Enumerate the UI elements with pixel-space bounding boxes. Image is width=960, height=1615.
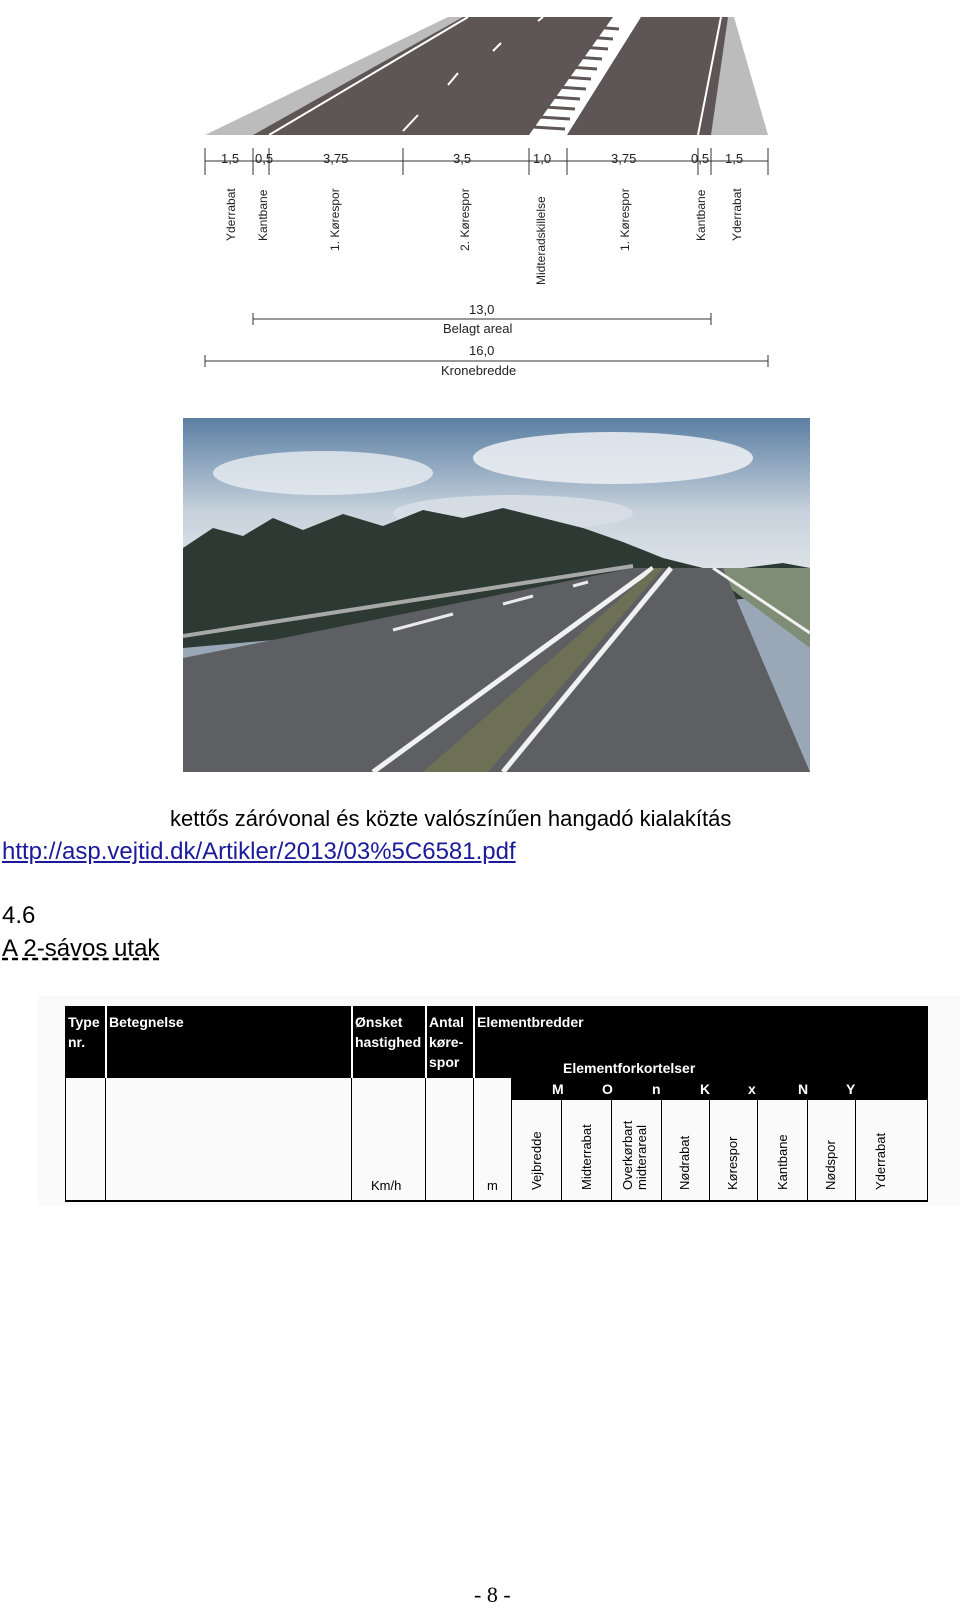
dim-3: 3,75 <box>323 151 349 166</box>
lane-label-1: Yderrabat <box>224 188 238 241</box>
element-width-table-header <box>38 996 960 1206</box>
crown-value: 16,0 <box>469 343 495 358</box>
figure-caption: kettős záróvonal és közte valószínűen hangadó kialakítás <box>170 806 732 831</box>
road-cross-section-figure <box>193 3 783 381</box>
header-betegnelse: Betegnelse <box>109 1014 184 1030</box>
element-yderrabat: Yderrabat <box>873 1132 888 1190</box>
lane-label-2: Kantbane <box>256 189 270 241</box>
dim-4: 3,5 <box>453 151 472 166</box>
element-overkorbart: Overkørbart midterareal <box>620 1120 649 1190</box>
dim-5: 1,0 <box>533 151 552 166</box>
header-type: Type nr. <box>68 1014 100 1050</box>
abbr-x: x <box>748 1081 756 1097</box>
dim-1: 1,5 <box>221 151 240 166</box>
header-antal: Antal køre-spor <box>429 1014 464 1070</box>
lane-label-8: Yderrabat <box>730 188 744 241</box>
abbreviation-band <box>511 1078 928 1100</box>
lane-label-4: 2. Kørespor <box>458 188 472 251</box>
element-midterrabat: Midterrabat <box>579 1124 594 1190</box>
lane-label-5: Midteradskillelse <box>534 196 548 285</box>
lane-label-6: 1. Kørespor <box>618 188 632 251</box>
abbr-y: Y <box>846 1081 856 1097</box>
header-elementforkortelser: Elementforkortelser <box>563 1060 696 1076</box>
lane-label-7: Kantbane <box>694 189 708 241</box>
lane-label-3: 1. Kørespor <box>328 188 342 251</box>
dim-6: 3,75 <box>611 151 637 166</box>
element-nodspor: Nødspor <box>823 1140 838 1190</box>
table-header-row <box>65 1006 928 1078</box>
header-elementbredder: Elementbredder <box>477 1014 584 1030</box>
element-nodrabat: Nødrabat <box>677 1135 692 1190</box>
element-korespor: Kørespor <box>725 1136 740 1190</box>
crown-label: Kronebredde <box>441 363 517 378</box>
abbr-o: O <box>602 1081 613 1097</box>
abbr-n-small: n <box>652 1081 661 1097</box>
dim-2: 0,5 <box>255 151 274 166</box>
page-number: - 8 - <box>474 1582 511 1607</box>
paved-label: Belagt areal <box>443 321 513 336</box>
dim-8: 1,5 <box>725 151 744 166</box>
source-link[interactable]: http://asp.vejtid.dk/Artikler/2013/03%5C6581.pdf <box>2 838 516 865</box>
abbr-m: M <box>552 1081 564 1097</box>
header-hastighed: Ønsket hastighed <box>355 1014 422 1050</box>
section-title: A 2-sávos utak <box>2 935 160 962</box>
unit-kmh: Km/h <box>371 1178 402 1193</box>
road-photo <box>183 418 810 772</box>
element-kantbane: Kantbane <box>775 1134 790 1190</box>
section-number: 4.6 <box>2 902 36 929</box>
element-vejbredde: Vejbredde <box>529 1131 544 1190</box>
abbr-k: K <box>700 1081 711 1097</box>
paved-value: 13,0 <box>469 302 495 317</box>
dim-7: 0,5 <box>691 151 710 166</box>
abbr-n: N <box>798 1081 809 1097</box>
unit-m: m <box>487 1178 498 1193</box>
